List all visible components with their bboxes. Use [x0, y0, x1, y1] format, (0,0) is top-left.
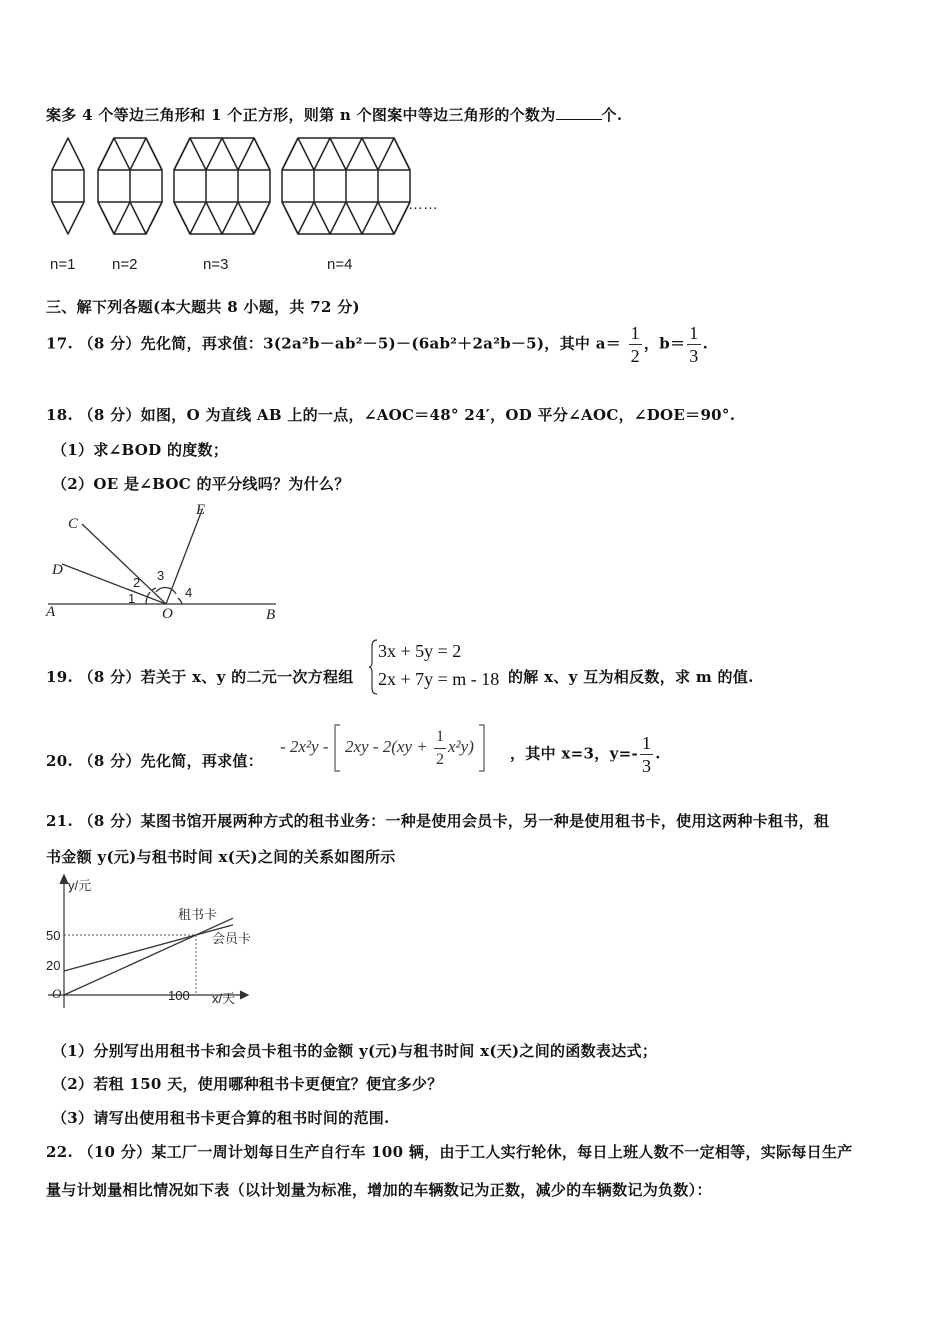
- pattern-label-n1: n=1: [50, 256, 76, 273]
- brace-icon: [368, 638, 378, 696]
- angle-4: 4: [185, 585, 193, 600]
- pattern-label-n4: n=4: [327, 256, 353, 273]
- pattern-ellipsis: ……: [408, 196, 438, 213]
- question-20-intro: 20. （8 分）先化简，再求值：: [46, 752, 264, 770]
- question-21-part-3: （3）请写出使用租书卡更合算的租书时间的范围.: [52, 1109, 390, 1127]
- y-tick-20: 20: [46, 958, 61, 973]
- pattern-label-n2: n=2: [112, 256, 138, 273]
- question-17: 17. （8 分）先化简，再求值：3(2a²b－ab²－5)－(6ab²＋2a²b－5)，其中 a＝ $\frac{1}{2}$ ，b＝ $\frac{1}{3}$ .: [46, 323, 709, 366]
- equation-system: [368, 638, 508, 696]
- series-line-rent-card: [64, 918, 233, 995]
- question-18-part-2: （2）OE 是∠BOC 的平分线吗？为什么？: [52, 475, 350, 493]
- label-O: O: [162, 606, 173, 622]
- origin-label: O: [52, 986, 62, 1001]
- question-21-part-2: （2）若租 150 天，使用哪种租书卡更便宜？便宜多少？: [52, 1075, 443, 1093]
- pattern-n3: [174, 138, 270, 234]
- equation-2: 2x + 7y = m - 18: [378, 669, 500, 689]
- question-21-part-1: （1）分别写出用租书卡和会员卡租书的金额 y(元)与租书时间 x(天)之间的函数表达式；: [52, 1042, 658, 1060]
- angle-2: 2: [133, 575, 141, 590]
- right-bracket-icon: [478, 724, 486, 772]
- answer-blank: [556, 105, 602, 120]
- question-21-line-1: 21. （8 分）某图书馆开展两种方式的租书业务：一种是使用会员卡，另一种是使用租书卡，使用这两种卡租书，租: [46, 812, 830, 830]
- label-C: C: [68, 516, 79, 532]
- equation-1: 3x + 5y = 2: [378, 641, 462, 661]
- label-D: D: [52, 562, 63, 578]
- series-label-rent-card: 租书卡: [178, 907, 218, 922]
- question-19-tail: 的解 x、y 互为相反数，求 m 的值.: [508, 668, 754, 686]
- x-tick-100: 100: [168, 988, 190, 1003]
- label-A: A: [46, 604, 56, 620]
- x-axis-label: x/天: [212, 991, 236, 1006]
- angle-3: 3: [157, 568, 165, 583]
- fraction-y: $\frac{1}{3}$: [641, 733, 652, 776]
- question-16-tail: 案多 4 个等边三角形和 1 个正方形，则第 n 个图案中等边三角形的个数为 个.: [46, 106, 623, 124]
- question-22-line-2: 量与计划量相比情况如下表（以计划量为标准，增加的车辆数记为正数，减少的车辆数记为负数）：: [46, 1181, 712, 1199]
- question-22-line-1: 22. （10 分）某工厂一周计划每日生产自行车 100 辆，由于工人实行轮休，每日上班人数不一定相等，实际每日生产: [46, 1143, 853, 1161]
- y-axis-label: y/元: [68, 878, 92, 893]
- fraction-half: $\frac{1}{2}$: [434, 726, 446, 771]
- series-line-member-card: [64, 925, 233, 971]
- question-18: 18. （8 分）如图，O 为直线 AB 上的一点，∠AOC＝48° 24′，OD 平分∠AOC，∠DOE＝90°.: [46, 406, 736, 424]
- label-B: B: [266, 607, 276, 623]
- y-tick-50: 50: [46, 928, 61, 943]
- pattern-n4: [282, 138, 410, 234]
- expression: - 2x²y - 2xy - 2(xy + $\frac{1}{2}$ x²y): [280, 724, 486, 772]
- angle-1: 1: [128, 591, 136, 606]
- pattern-n2: [98, 138, 162, 234]
- x-axis-arrow-icon: [240, 991, 248, 999]
- fraction-a: $\frac{1}{2}$: [630, 323, 640, 366]
- pattern-n1: [52, 138, 84, 234]
- question-19-intro: 19. （8 分）若关于 x、y 的二元一次方程组: [46, 668, 354, 686]
- left-bracket-icon: [333, 724, 341, 772]
- label-E: E: [196, 502, 206, 518]
- fraction-b: $\frac{1}{3}$: [689, 323, 699, 366]
- question-18-part-1: （1）求∠BOD 的度数；: [52, 441, 229, 459]
- y-axis-arrow-icon: [60, 875, 68, 884]
- question-20-tail: ，其中 x=3，y=- $\frac{1}{3}$ .: [510, 733, 661, 776]
- section-3-heading: 三、解下列各题(本大题共 8 小题，共 72 分): [46, 298, 360, 316]
- pattern-label-n3: n=3: [203, 256, 229, 273]
- series-label-member-card: 会员卡: [212, 931, 252, 946]
- question-21-line-2: 书金额 y(元)与租书时间 x(天)之间的关系如图所示: [46, 848, 396, 866]
